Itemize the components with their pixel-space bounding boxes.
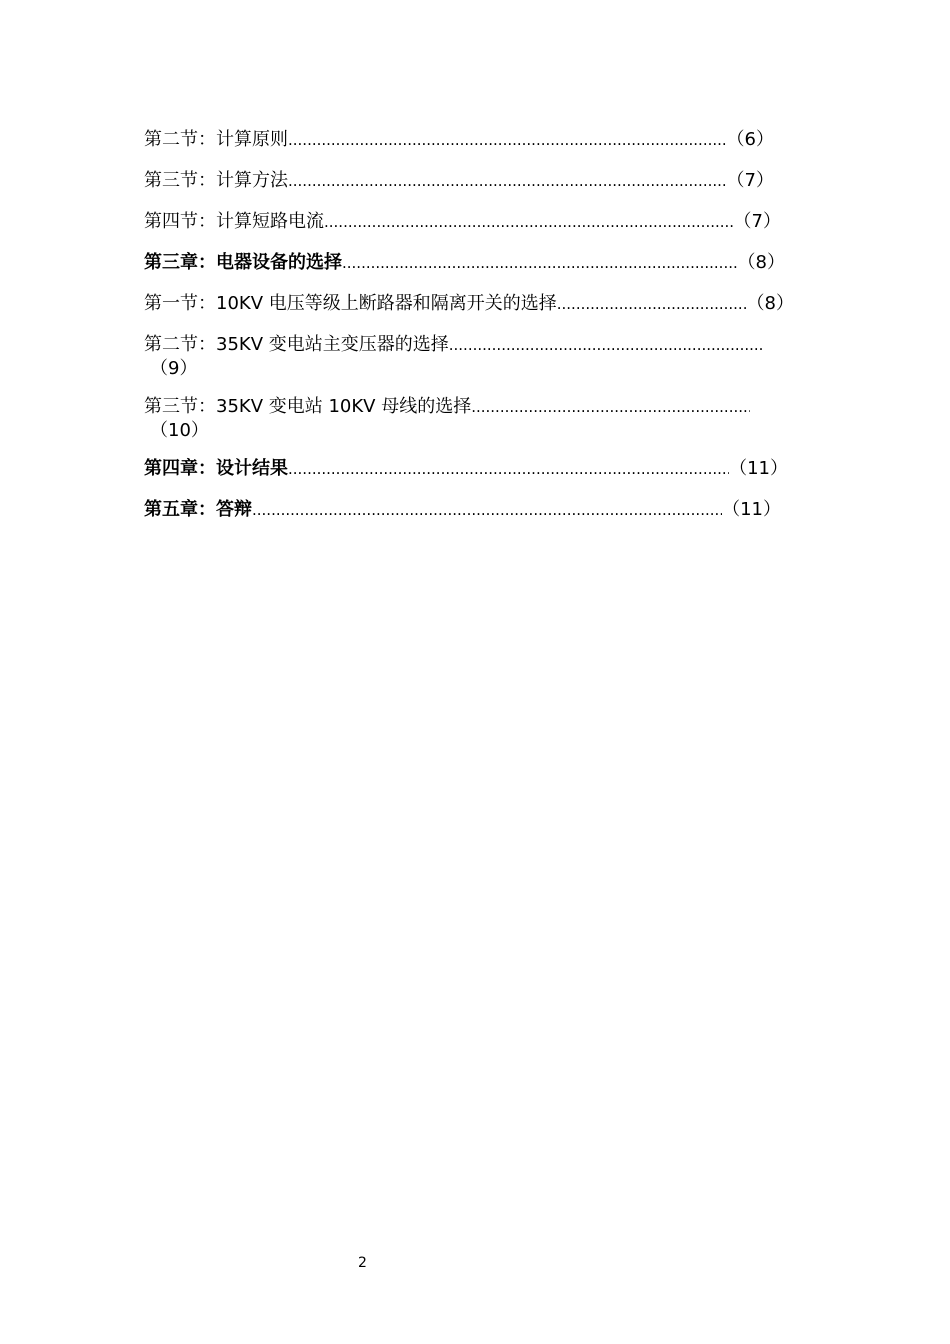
toc-entry-page: （9） bbox=[150, 358, 198, 379]
toc-entry-chapter[interactable] bbox=[144, 457, 788, 481]
toc-dot-leader bbox=[557, 292, 747, 316]
page-number: 2 bbox=[358, 1255, 367, 1271]
toc-dot-leader bbox=[288, 457, 729, 481]
toc-entry-title: 第四节：计算短路电流 bbox=[144, 211, 324, 232]
toc-entry-chapter[interactable] bbox=[144, 498, 781, 522]
toc-entry-page: （6） bbox=[726, 129, 774, 150]
toc-entry-title: 第二节：计算原则 bbox=[144, 129, 288, 150]
toc-entry[interactable] bbox=[144, 169, 774, 193]
table-of-contents bbox=[144, 128, 804, 539]
toc-dot-leader bbox=[252, 498, 722, 522]
toc-entry-title: 第三章：电器设备的选择 bbox=[144, 252, 342, 273]
toc-entry[interactable] bbox=[144, 210, 781, 234]
toc-dot-leader bbox=[288, 169, 727, 193]
toc-entry[interactable] bbox=[144, 333, 804, 381]
toc-entry[interactable] bbox=[144, 395, 804, 443]
toc-entry[interactable] bbox=[144, 128, 774, 152]
toc-dot-leader bbox=[471, 395, 750, 419]
toc-dot-leader bbox=[324, 210, 734, 234]
toc-dot-leader bbox=[288, 128, 727, 152]
toc-entry-title: 第三节：35KV 变电站 10KV 母线的选择 bbox=[144, 396, 472, 417]
toc-entry-page: （8） bbox=[746, 293, 794, 314]
toc-entry-page: （11） bbox=[722, 499, 781, 520]
toc-entry-chapter[interactable] bbox=[144, 251, 785, 275]
toc-entry-title: 第三节：计算方法 bbox=[144, 170, 288, 191]
toc-entry-title: 第一节：10KV 电压等级上断路器和隔离开关的选择 bbox=[144, 293, 557, 314]
toc-entry-page: （7） bbox=[726, 170, 774, 191]
toc-entry-page: （8） bbox=[737, 252, 785, 273]
toc-entry-title: 第五章：答辩 bbox=[144, 499, 252, 520]
toc-entry-title: 第二节：35KV 变电站主变压器的选择 bbox=[144, 334, 449, 355]
toc-entry-page: （7） bbox=[733, 211, 781, 232]
toc-entry-page: （11） bbox=[729, 458, 788, 479]
toc-entry-title: 第四章：设计结果 bbox=[144, 458, 288, 479]
toc-dot-leader bbox=[342, 251, 738, 275]
toc-entry[interactable] bbox=[144, 292, 794, 316]
toc-dot-leader bbox=[449, 333, 762, 357]
toc-entry-page: （10） bbox=[150, 420, 209, 441]
